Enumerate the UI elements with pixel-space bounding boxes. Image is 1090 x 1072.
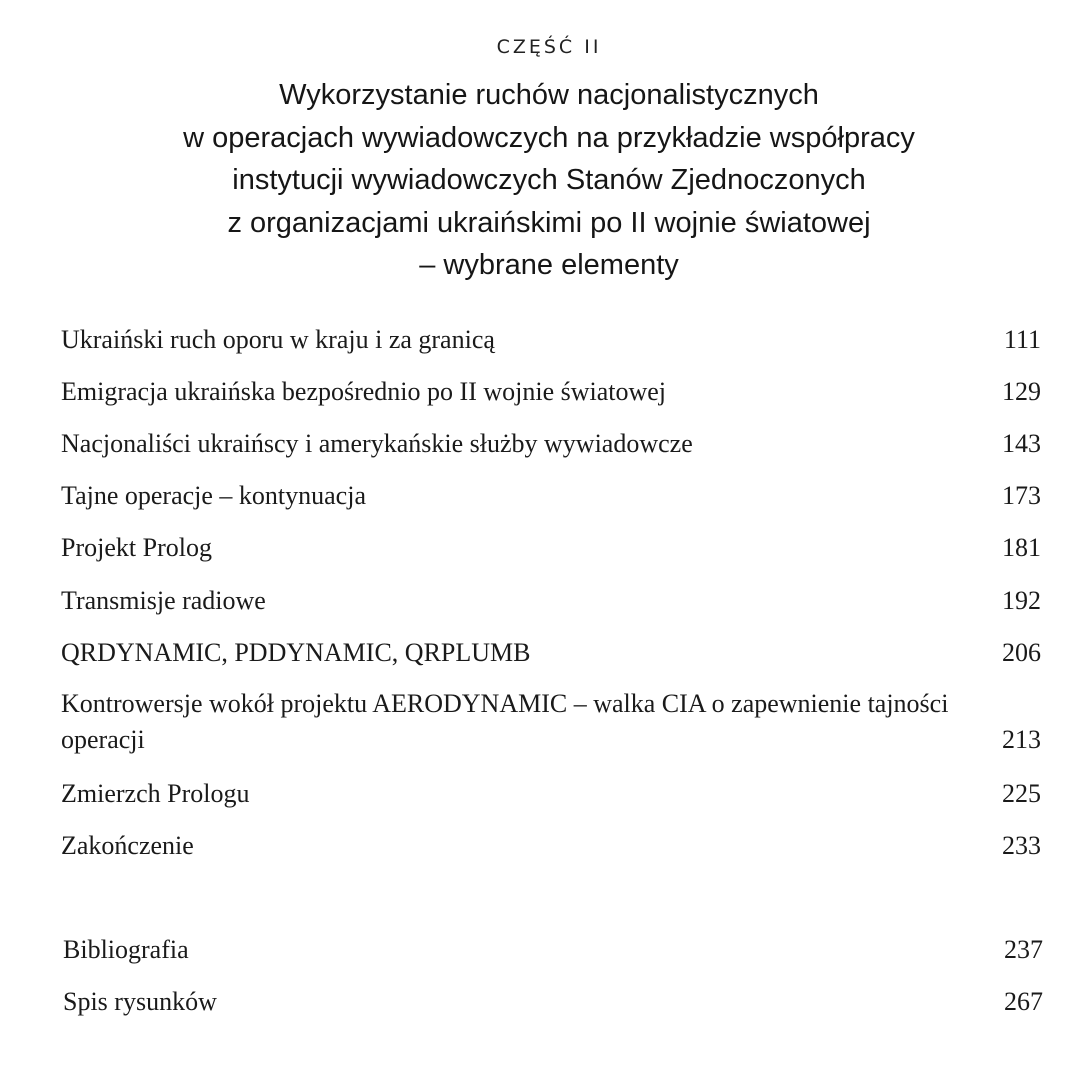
part-title-line: z organizacjami ukraińskimi po II wojnie światowej [227, 206, 871, 239]
toc-entry [61, 686, 1041, 758]
toc-entry [61, 374, 1041, 410]
toc-entry-page: 181 [1002, 533, 1041, 562]
toc-entry-page: 233 [1002, 831, 1041, 860]
toc-entry-page: 267 [1004, 987, 1043, 1016]
toc-entry [61, 426, 1041, 462]
toc-entry [61, 776, 1041, 812]
toc-entry-page: 237 [1004, 935, 1043, 964]
toc-entry-title: Kontrowersje wokół projektu AERODYNAMIC – walka CIA o zapewnienie tajności operacji [61, 689, 949, 754]
toc-entry-title: Zmierzch Prologu [61, 779, 250, 808]
toc-entry-title: Tajne operacje – kontynuacja [61, 481, 366, 510]
toc-entry-page: 143 [1002, 429, 1041, 458]
toc-entry-page: 173 [1002, 481, 1041, 510]
toc-entry-title: Projekt Prolog [61, 533, 212, 562]
toc-entry-title: QRDYNAMIC, PDDYNAMIC, QRPLUMB [61, 638, 531, 667]
toc-entry [63, 932, 1043, 968]
toc-entry [63, 984, 1043, 1020]
toc-entry-page: 206 [1002, 638, 1041, 667]
toc-entry [61, 635, 1041, 671]
toc-entry-title: Ukraiński ruch oporu w kraju i za granicą [61, 325, 495, 354]
toc-entry-page: 111 [1003, 325, 1041, 354]
toc-entry-title: Transmisje radiowe [61, 586, 266, 615]
toc-entry [61, 478, 1041, 514]
part-title-line: – wybrane elementy [419, 249, 679, 281]
toc-entry-page: 213 [1002, 725, 1041, 754]
toc-entry-page: 192 [1002, 586, 1041, 615]
part-title-line: instytucji wywiadowczych Stanów Zjednoczonych [232, 164, 866, 196]
toc-entry-title: Emigracja ukraińska bezpośrednio po II wojnie światowej [61, 377, 667, 406]
toc-entry [61, 583, 1041, 619]
toc-entry [61, 322, 1041, 358]
toc-entry-title: Zakończenie [61, 831, 194, 860]
part-title-line: Wykorzystanie ruchów nacjonalistycznych [279, 79, 819, 111]
part-title [90, 74, 1008, 287]
toc-entry [61, 530, 1041, 566]
toc-entry-title: Spis rysunków [63, 987, 217, 1016]
toc-entry [61, 828, 1041, 864]
toc-entry-page: 225 [1002, 779, 1041, 808]
toc-entry-title: Bibliografia [63, 935, 189, 964]
toc-entry-title: Nacjonaliści ukraińscy i amerykańskie służby wywiadowcze [61, 429, 693, 458]
toc-entry-page: 129 [1002, 377, 1041, 406]
part-label: CZĘŚĆ II [496, 36, 602, 58]
part-title-line: w operacjach wywiadowczych na przykładzie współpracy [183, 121, 915, 154]
